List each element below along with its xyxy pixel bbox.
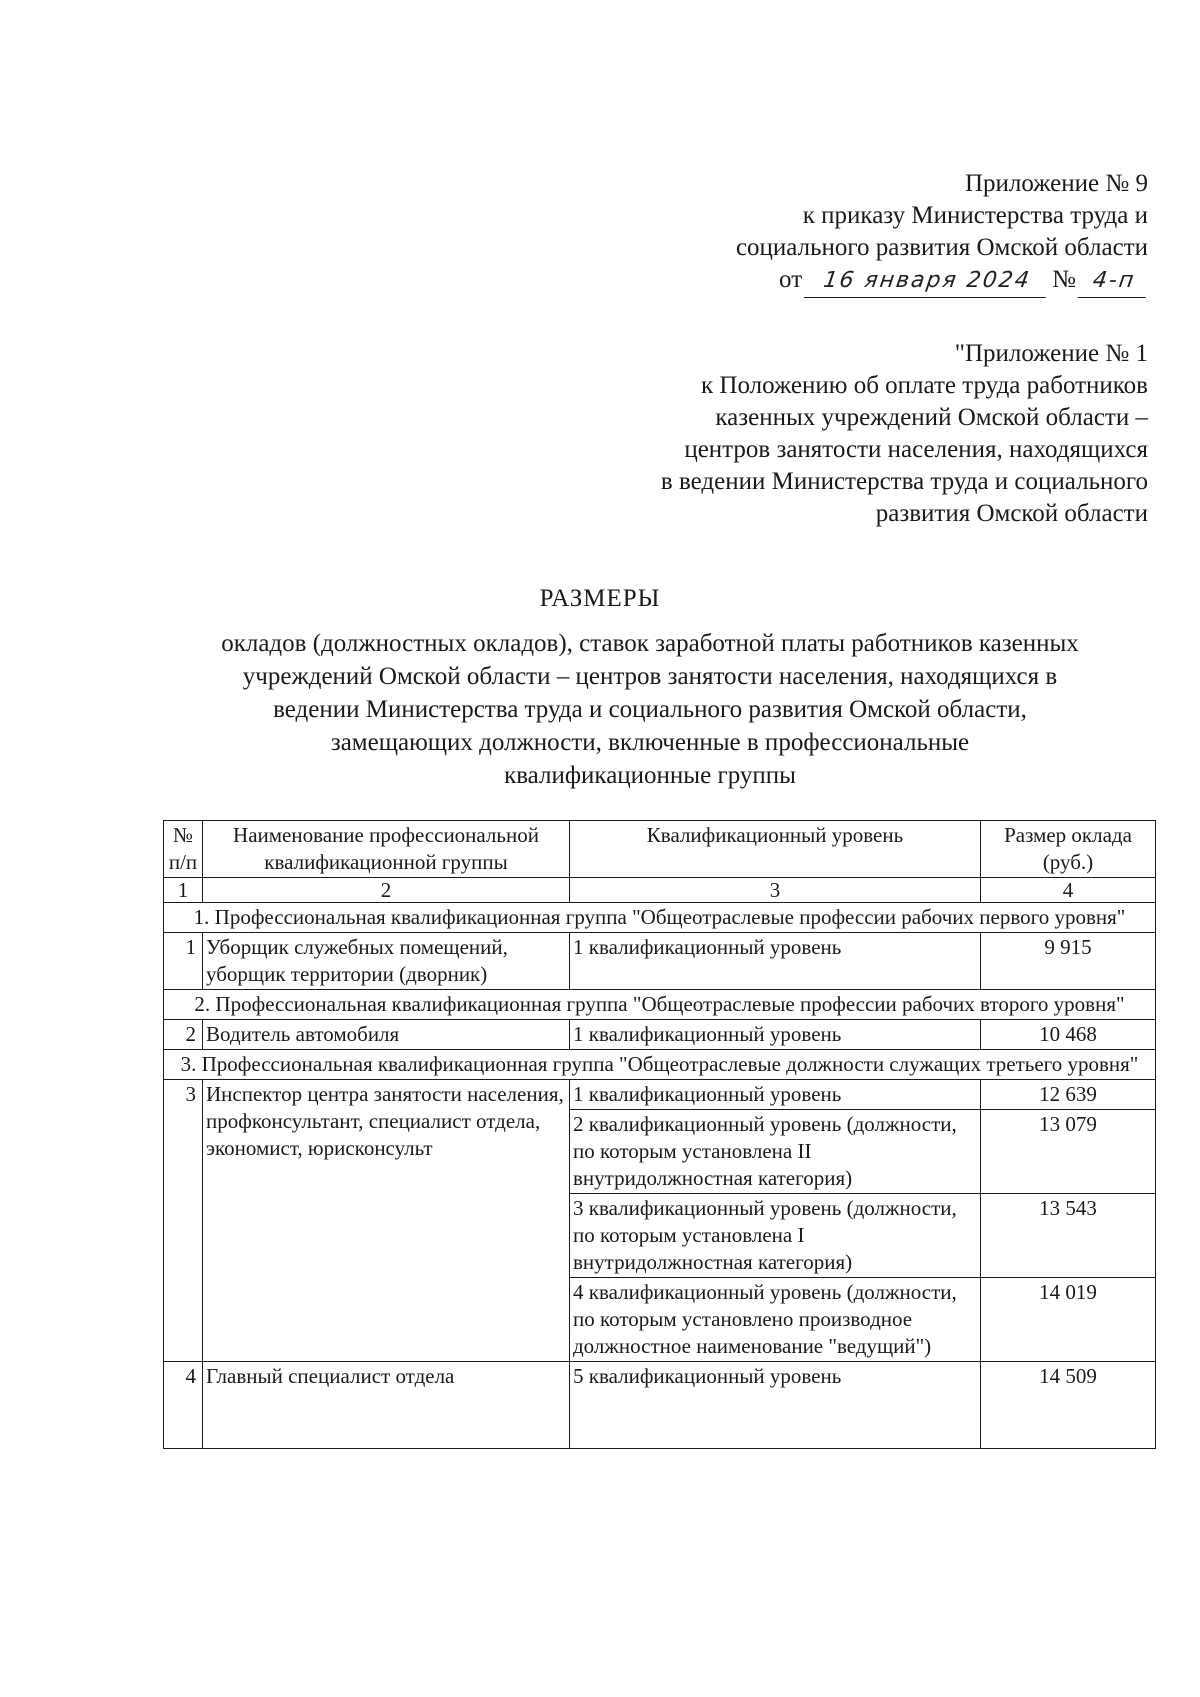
position-name: Главный специалист отдела <box>203 1362 570 1449</box>
table-header-row <box>164 821 1156 878</box>
salary-value: 14 019 <box>981 1278 1156 1362</box>
table-row <box>164 1020 1156 1050</box>
appendix-line-2: к приказу Министерства труда и <box>802 202 1148 229</box>
subtitle-line-5: квалификационные группы <box>504 762 796 789</box>
document-subtitle <box>150 627 1150 792</box>
group-heading-row <box>164 1050 1156 1080</box>
group-heading-1: 1. Профессиональная квалификационная группа "Общеотраслевые профессии рабочих первого уровня" <box>164 903 1156 933</box>
subtitle-line-1: окладов (должностных окладов), ставок заработной платы работников казенных <box>221 630 1079 657</box>
qualification-level: 3 квалификационный уровень (должности, по которым установлена I внутридолжностная категория) <box>570 1194 981 1278</box>
index-cell: 4 <box>981 878 1156 903</box>
qualification-level: 4 квалификационный уровень (должности, по которым установлено производное должностное наименование "ведущий") <box>570 1278 981 1362</box>
qualification-level: 1 квалификационный уровень <box>570 1020 981 1050</box>
position-name: Инспектор центра занятости населения, профконсультант, специалист отдела, экономист, юрисконсульт <box>203 1080 570 1362</box>
order-date-line <box>736 264 1148 298</box>
row-number: 4 <box>164 1362 203 1449</box>
subtitle-line-3: ведении Министерства труда и социального развития Омской области, <box>273 696 1027 723</box>
date-prefix: от <box>779 266 803 293</box>
appendix-line-3: социального развития Омской области <box>735 234 1148 261</box>
table-row <box>164 933 1156 990</box>
appendix-header <box>736 168 1148 298</box>
header-group: Наименование профессиональной квалификационной группы <box>203 821 570 878</box>
salary-value: 12 639 <box>981 1080 1156 1110</box>
qualification-level: 1 квалификационный уровень <box>570 933 981 990</box>
header-num: № п/п <box>164 821 203 878</box>
quote-line-3: казенных учреждений Омской области – <box>715 404 1148 431</box>
quote-line-4: центров занятости населения, находящихся <box>684 436 1148 463</box>
quote-line-2: к Положению об оплате труда работников <box>701 372 1148 399</box>
header-salary: Размер оклада (руб.) <box>981 821 1156 878</box>
group-heading-row <box>164 903 1156 933</box>
subtitle-line-4: замещающих должности, включенные в профессиональные <box>330 729 970 756</box>
quote-line-6: развития Омской области <box>875 500 1148 527</box>
table-row <box>164 1080 1156 1110</box>
table-index-row <box>164 878 1156 903</box>
table-row <box>164 1362 1156 1449</box>
index-cell: 2 <box>203 878 570 903</box>
header-level: Квалификационный уровень <box>570 821 981 878</box>
quote-line-5: в ведении Министерства труда и социального <box>660 468 1148 495</box>
salary-value: 9 915 <box>981 933 1156 990</box>
group-heading-2: 2. Профессиональная квалификационная группа "Общеотраслевые профессии рабочих второго уровня" <box>164 990 1156 1020</box>
row-number: 3 <box>164 1080 203 1362</box>
number-prefix: № <box>1052 266 1076 293</box>
salary-table <box>163 820 1156 1449</box>
subtitle-line-2: учреждений Омской области – центров занятости населения, находящихся в <box>242 663 1058 690</box>
qualification-level: 1 квалификационный уровень <box>570 1080 981 1110</box>
group-heading-row <box>164 990 1156 1020</box>
salary-value: 14 509 <box>981 1362 1156 1449</box>
index-cell: 1 <box>164 878 203 903</box>
row-number: 2 <box>164 1020 203 1050</box>
qualification-level: 5 квалификационный уровень <box>570 1362 981 1449</box>
regulation-appendix-header <box>661 338 1148 530</box>
salary-value: 10 468 <box>981 1020 1156 1050</box>
quote-line-1: "Приложение № 1 <box>954 340 1148 367</box>
handwritten-date: 16 января 2024 <box>804 265 1051 298</box>
index-cell: 3 <box>570 878 981 903</box>
group-heading-3: 3. Профессиональная квалификационная группа "Общеотраслевые должности служащих третьего уровня" <box>164 1050 1156 1080</box>
salary-value: 13 079 <box>981 1110 1156 1194</box>
position-name: Водитель автомобиля <box>203 1020 570 1050</box>
qualification-level: 2 квалификационный уровень (должности, по которым установлена II внутридолжностная категория) <box>570 1110 981 1194</box>
handwritten-number: 4-п <box>1078 265 1151 298</box>
document-title: РАЗМЕРЫ <box>539 585 661 612</box>
salary-value: 13 543 <box>981 1194 1156 1278</box>
position-name: Уборщик служебных помещений, уборщик территории (дворник) <box>203 933 570 990</box>
appendix-line-1: Приложение № 9 <box>964 170 1148 197</box>
row-number: 1 <box>164 933 203 990</box>
